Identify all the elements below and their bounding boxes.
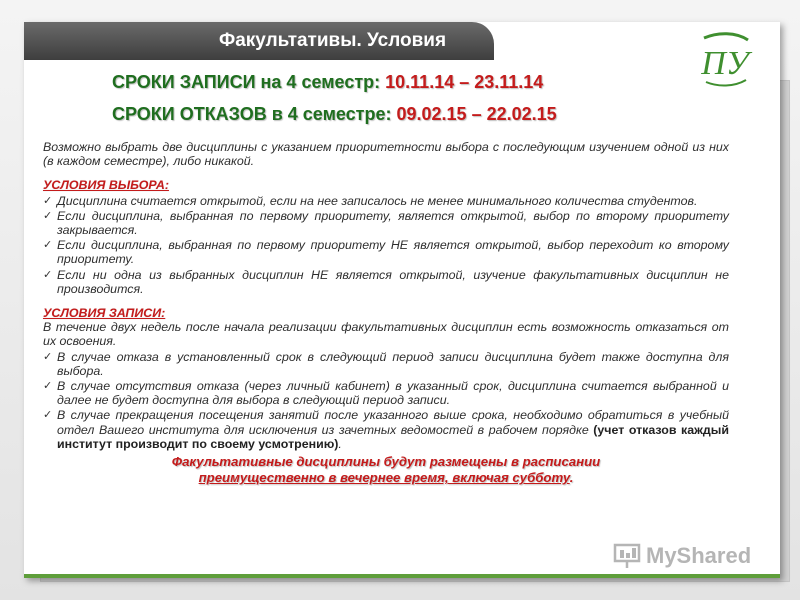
enroll-conditions-list xyxy=(43,350,729,451)
list-item xyxy=(43,209,729,237)
list-item-text: В случае отсутствия отказа (через личный кабинет) в указанный срок, дисциплина считается выбранной и далее не будет доступна для выбора в следующий период записи. xyxy=(57,379,729,408)
svg-text:ПУ: ПУ xyxy=(701,45,749,82)
final-note-line2: преимущественно в вечернее время, включая субботу xyxy=(198,470,570,486)
list-item-text: Если ни одна из выбранных дисциплин НЕ является открытой, изучение факультативных дисциплин не производится. xyxy=(57,267,729,296)
list-item xyxy=(43,238,729,266)
list-item xyxy=(43,379,729,407)
slide-title: Факультативы. Условия xyxy=(219,30,447,51)
watermark-text: MyShared xyxy=(646,543,752,568)
choice-conditions-list xyxy=(43,194,729,296)
watermark xyxy=(612,540,751,572)
slide-body xyxy=(43,140,729,486)
list-item-text: Дисциплина считается открытой, если на нее записалось не менее минимального количества студентов. xyxy=(57,193,698,208)
intro-text: Возможно выбрать две дисциплины с указанием приоритетности выбора с последующим изучением одной из них (в каждом семестре), либо никакой. xyxy=(43,140,729,169)
list-item-text: Если дисциплина, выбранная по первому приоритету НЕ является открытой, выбор переходит ко второму приоритету. xyxy=(57,238,729,267)
final-note-end: . xyxy=(569,470,574,486)
checkmark-icon: ✓ xyxy=(43,350,53,363)
checkmark-icon: ✓ xyxy=(43,268,53,281)
final-note-line1: Факультативные дисциплины будут размещены в расписании xyxy=(171,454,601,470)
checkmark-icon: ✓ xyxy=(43,209,53,222)
list-item-end: . xyxy=(338,436,342,451)
choice-conditions-title: УСЛОВИЯ ВЫБОРА: xyxy=(43,178,169,193)
list-item-text: Если дисциплина, выбранная по первому приоритету, является открытой, выбор по второму приоритету закрывается. xyxy=(57,208,729,238)
card-bottom-stripe xyxy=(24,574,780,578)
refusal-period-label: СРОКИ ОТКАЗОВ в 4 семестре: xyxy=(112,104,397,124)
refusal-period-dates: 09.02.15 – 22.02.15 xyxy=(396,104,557,124)
list-item xyxy=(43,194,729,208)
list-item-text: В случае прекращения посещения занятий после указанного выше срока, необходимо обратиться в учебный отдел Вашего института для исключения из зачетных ведомостей в рабочем порядке xyxy=(57,408,729,437)
list-item xyxy=(43,350,729,378)
checkmark-icon: ✓ xyxy=(43,380,53,393)
university-logo xyxy=(696,30,754,90)
enroll-conditions-title: УСЛОВИЯ ЗАПИСИ: xyxy=(43,306,166,321)
list-item xyxy=(43,408,729,451)
checkmark-icon: ✓ xyxy=(43,409,53,422)
enroll-period-dates: 10.11.14 – 23.11.14 xyxy=(385,72,544,92)
list-item-bold-text: (учет отказов каждый институт производит по своему усмотрению) xyxy=(57,422,729,451)
list-item-text: В случае отказа в установленный срок в следующий период записи дисциплина будет также доступна для выбора. xyxy=(57,349,729,378)
slide-header xyxy=(24,22,494,60)
enroll-period xyxy=(112,72,543,93)
checkmark-icon: ✓ xyxy=(43,239,53,252)
refusal-period xyxy=(112,104,557,125)
presentation-icon xyxy=(612,541,642,571)
final-note xyxy=(43,454,729,486)
enroll-intro-text: В течение двух недель после начала реализации факультативных дисциплин есть возможность отказаться от их освоения. xyxy=(43,320,729,349)
checkmark-icon: ✓ xyxy=(43,194,53,207)
list-item xyxy=(43,268,729,296)
enroll-period-label: СРОКИ ЗАПИСИ на 4 семестр: xyxy=(112,72,386,92)
